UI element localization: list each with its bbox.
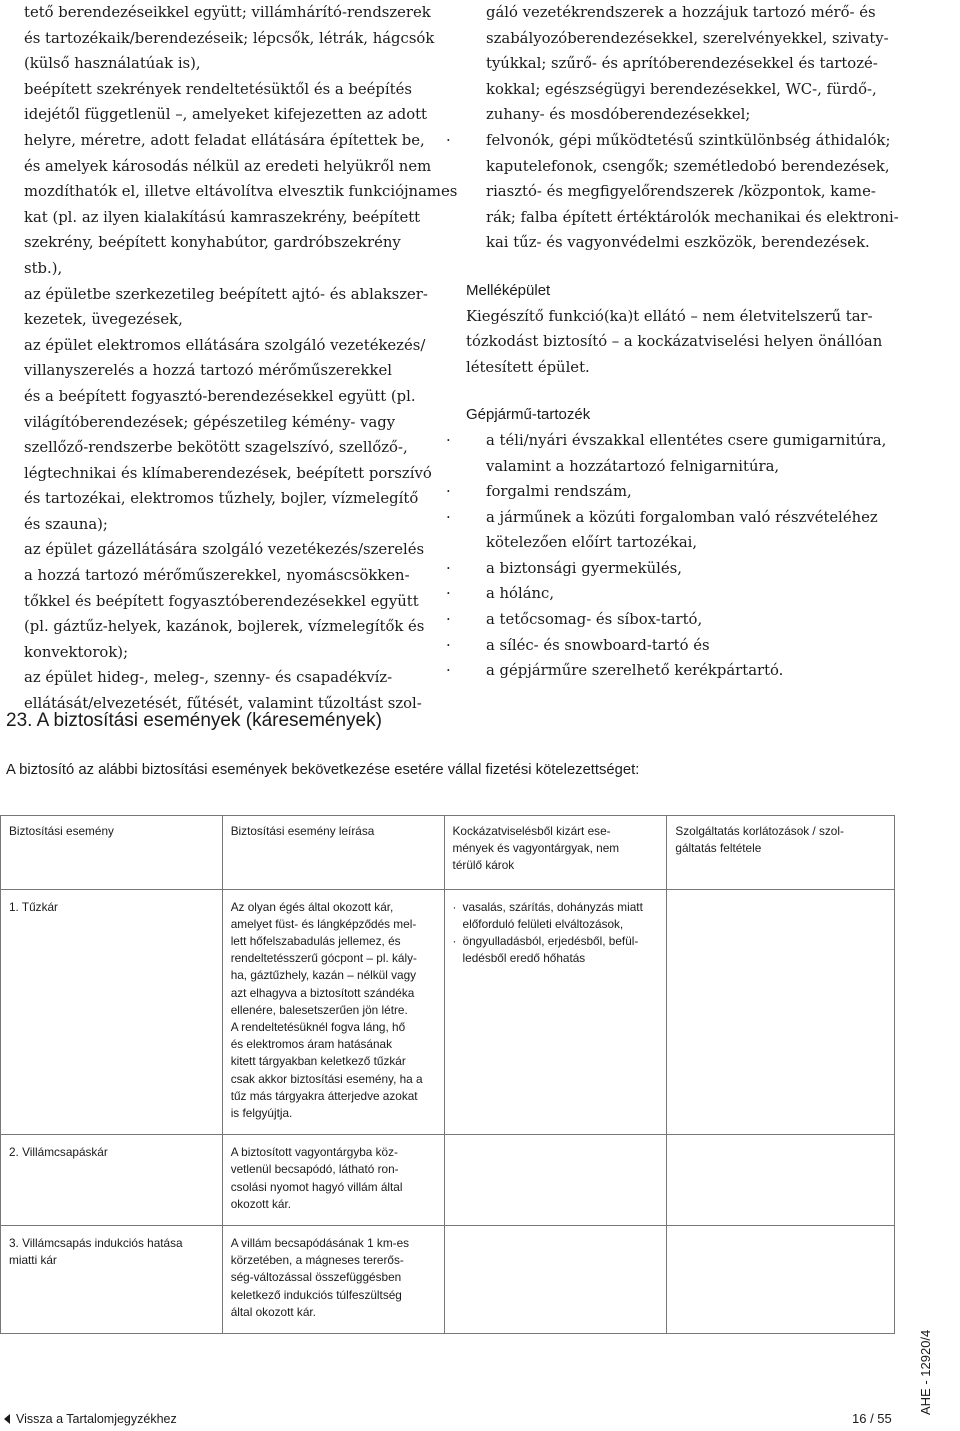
cell-exclusions <box>444 1226 667 1334</box>
text-line: tózkodást biztosító – a kockázatviselési helyen önállóan <box>466 333 883 351</box>
bullet-line: · a tetőcsomag- és síbox-tartó, <box>466 607 946 633</box>
cell-text-line: 1. Tűzkár <box>9 899 58 914</box>
text-line: tető berendezéseikkel együtt; villámhárító-rendszerek <box>24 4 431 21</box>
cell-text-line: tűz más tárgyakra átterjedve azokat <box>230 1088 418 1103</box>
text-line: és amelyek károsodás nélkül az eredeti helyükről nem <box>24 157 432 175</box>
column-header <box>1 816 223 890</box>
left-text-column <box>4 0 458 717</box>
cell-text-line: is felgyújtja. <box>230 1106 293 1121</box>
table-row <box>1 1226 895 1334</box>
table-header-row <box>1 816 895 890</box>
right-text-column <box>466 0 946 684</box>
cell-limits <box>667 1226 895 1334</box>
column-header <box>444 816 667 890</box>
header-text-line: Biztosítási esemény leírása <box>230 824 375 838</box>
text-line: és szauna); <box>24 515 108 533</box>
text-line: kokkal; egészségügyi berendezésekkel, WC-, fürdő-, <box>486 80 877 98</box>
document-code: AHE - 12920/4 <box>918 1329 933 1415</box>
text-line: mozdíthatók el, illetve eltávolítva elvesztik funkciójnames <box>24 183 458 201</box>
text-line: Kiegészítő funkció(ka)t ellátó – nem életvitelszerű tar- <box>466 307 873 325</box>
cell-text-line: ledésből eredő hőhatás <box>462 951 586 966</box>
bullet-line: · a síléc- és snowboard-tartó és <box>466 633 946 659</box>
cell-text-line: lett hőfelszabadulás jellemez, és <box>230 934 401 949</box>
cell-event <box>1 1135 223 1226</box>
heading-gepjarmu-tartozek: Gépjármű-tartozék <box>466 406 591 424</box>
header-text-line: Szolgáltatás korlátozások / szol- <box>675 824 844 838</box>
cell-text-line: Az olyan égés által okozott kár, <box>230 899 394 914</box>
header-text-line: mények és vagyontárgyak, nem <box>452 841 620 856</box>
cell-text-line: 2. Villámcsapáskár <box>9 1145 108 1160</box>
text-line: létesített épület. <box>466 358 590 376</box>
text-line: ellátását/elvezetését, fűtését, valamint tűzoltást szol- <box>24 695 422 713</box>
text-line: (külső használatúak is), <box>24 55 201 73</box>
bullet-line: · riasztó- és megfigyelőrendszerek /központok, kame- <box>466 179 946 205</box>
text-line: tőkkel és beépített fogyasztóberendezésekkel együtt <box>24 592 419 610</box>
header-text-line: térülő károk <box>452 858 515 873</box>
cell-text-line: és elektromos áram hatásának <box>230 1037 392 1052</box>
text-line: kat (pl. az ilyen kialakítású kamraszekrény, beépített <box>24 208 421 226</box>
column-header <box>222 816 444 890</box>
arrow-left-icon <box>4 1414 10 1424</box>
bullet-line: · az épület gázellátására szolgáló vezetékezés/szerelés <box>4 537 439 563</box>
cell-description <box>222 889 444 1135</box>
cell-text-line: 3. Villámcsapás indukciós hatása <box>9 1236 183 1251</box>
cell-text-line: csolási nyomot hagyó villám által <box>230 1179 403 1194</box>
cell-limits <box>667 889 895 1135</box>
header-text-line: gáltatás feltétele <box>675 841 762 856</box>
bullet-line: · az épület hideg-, meleg-, szenny- és csapadékvíz- <box>4 665 439 691</box>
cell-text-line: által okozott kár. <box>230 1304 316 1319</box>
text-line: szekrény, beépített konyhabútor, gardróbszekrény <box>24 234 401 252</box>
insurance-events-table <box>0 815 895 1334</box>
text-line: tyúkkal; szűrő- és aprítóberendezésekkel és tartozé- <box>486 55 878 73</box>
cell-text-line: körzetében, a mágneses tererős- <box>230 1253 404 1268</box>
cell-bullet-line: · vasalás, szárítás, dohányzás miatt <box>453 899 659 916</box>
bullet-line: · a téli/nyári évszakkal ellentétes csere gumigarnitúra, <box>466 428 946 454</box>
text-line: konvektorok); <box>24 643 129 661</box>
cell-text-line: amelyet füst- és lángképződés mel- <box>230 916 417 931</box>
cell-text-line: okozott kár. <box>230 1196 292 1211</box>
text-line: szellőző-rendszerbe bekötött szagelszívó, szellőző-, <box>24 439 408 457</box>
text-line: idejétől függetlenül –, amelyeket kifejezetten az adott <box>24 106 427 124</box>
bullet-line: · az épület elektromos ellátására szolgáló vezetékezés/ <box>4 333 439 359</box>
cell-text-line: előforduló felületi elváltozások, <box>462 916 624 931</box>
text-line: és a beépített fogyasztó-berendezésekkel együtt (pl. <box>24 387 416 405</box>
text-line: helyre, méretre, adott feladat ellátására építettek be, <box>24 131 425 149</box>
table-row <box>1 889 895 1135</box>
back-to-toc-label: Vissza a Tartalomjegyzékhez <box>16 1412 177 1426</box>
cell-text-line: vetlenül becsapódó, látható ron- <box>230 1162 399 1177</box>
cell-event <box>1 1226 223 1334</box>
bullet-line: · a gépjárműre szerelhető kerékpártartó. <box>466 658 946 684</box>
header-text-line: Biztosítási esemény <box>9 824 114 838</box>
text-line: gáló vezetékrendszerek a hozzájuk tartozó mérő- és <box>486 4 876 21</box>
column-header <box>667 816 895 890</box>
text-line: világítóberendezések; gépészetileg kémény- vagy <box>24 413 396 431</box>
text-line: stb.), <box>24 259 63 277</box>
intro-paragraph: A biztosító az alábbi biztosítási események bekövetkezése esetére vállal fizetési kötelezettséget: <box>6 762 640 778</box>
cell-text-line: A villám becsapódásának 1 km-es <box>230 1236 410 1251</box>
text-line: légtechnikai és klímaberendezések, beépített porszívó <box>24 464 432 482</box>
cell-text-line: A rendeltetésüknél fogva láng, hő <box>230 1020 406 1035</box>
cell-text-line: miatti kár <box>9 1253 57 1268</box>
text-line: zuhany- és mosdóberendezésekkel; <box>486 106 751 124</box>
text-line: rák; falba épített értéktárolók mechanikai és elektroni- <box>486 208 899 226</box>
text-line: és tartozékaik/berendezéseik; lépcsők, létrák, hágcsók <box>24 29 435 47</box>
text-line: és tartozékai, elektromos tűzhely, bojler, vízmelegítő <box>24 490 419 508</box>
text-line: kaputelefonok, csengők; szemétledobó berendezések, <box>486 157 890 175</box>
cell-text-line: rendeltetésszerű gócpont – pl. kály- <box>230 951 417 966</box>
bullet-line: · forgalmi rendszám, <box>466 479 946 505</box>
text-line: valamint a hozzátartozó felnigarnitúra, <box>486 457 780 475</box>
cell-text-line: kitett tárgyakban keletkező tűzkár <box>230 1054 406 1069</box>
heading-mellekepulet: Melléképület <box>466 281 551 299</box>
text-line: (pl. gáztűz-helyek, kazánok, bojlerek, vízmelegítők és <box>24 618 425 636</box>
bullet-line: · a járműnek a közúti forgalomban való részvételéhez <box>466 505 946 531</box>
text-line: szabályozóberendezésekkel, szerelvényekkel, szivaty- <box>486 29 889 47</box>
text-line: villanyszerelés a hozzá tartozó mérőműszerekkel <box>24 362 392 380</box>
back-to-toc-link[interactable] <box>4 1412 177 1426</box>
cell-description <box>222 1226 444 1334</box>
cell-text-line: keletkező indukciós túlfeszültség <box>230 1287 402 1302</box>
section-title: 23. A biztosítási események (káresemények) <box>6 710 382 731</box>
bullet-line: · felvonók, gépi működtetésű szintkülönbség áthidalók; <box>466 128 946 154</box>
cell-text-line: A biztosított vagyontárgyba köz- <box>230 1145 398 1160</box>
cell-limits <box>667 1135 895 1226</box>
cell-text-line: csak akkor biztosítási esemény, ha a <box>230 1071 423 1086</box>
cell-text-line: azt elhagyva a biztosított szándéka <box>230 985 415 1000</box>
bullet-line: · az épületbe szerkezetileg beépített ajtó- és ablakszer- <box>4 282 439 308</box>
bullet-line: · a hólánc, <box>466 581 946 607</box>
bullet-line: · beépített szekrények rendeltetésüktől és a beépítés <box>4 77 439 103</box>
cell-exclusions <box>444 1135 667 1226</box>
header-text-line: Kockázatviselésből kizárt ese- <box>452 824 611 838</box>
cell-text-line: ség-változással összefüggésben <box>230 1270 402 1285</box>
cell-text-line: ellenére, balesetszerűen jön létre. <box>230 1002 408 1017</box>
bullet-line: · a biztonsági gyermekülés, <box>466 556 946 582</box>
cell-event <box>1 889 223 1135</box>
page-number: 16 / 55 <box>852 1411 892 1426</box>
table-row <box>1 1135 895 1226</box>
cell-description <box>222 1135 444 1226</box>
text-line: kezetek, üvegezések, <box>24 311 183 329</box>
cell-exclusions <box>444 889 667 1135</box>
cell-bullet-line: · öngyulladásból, erjedésből, befül- <box>453 933 659 950</box>
text-line: a hozzá tartozó mérőműszerekkel, nyomáscsökken- <box>24 567 410 585</box>
cell-text-line: ha, gáztűzhely, kazán – nélkül vagy <box>230 968 417 983</box>
text-line: kötelezően előírt tartozékai, <box>486 534 698 552</box>
text-line: kai tűz- és vagyonvédelmi eszközök, berendezések. <box>486 234 870 252</box>
